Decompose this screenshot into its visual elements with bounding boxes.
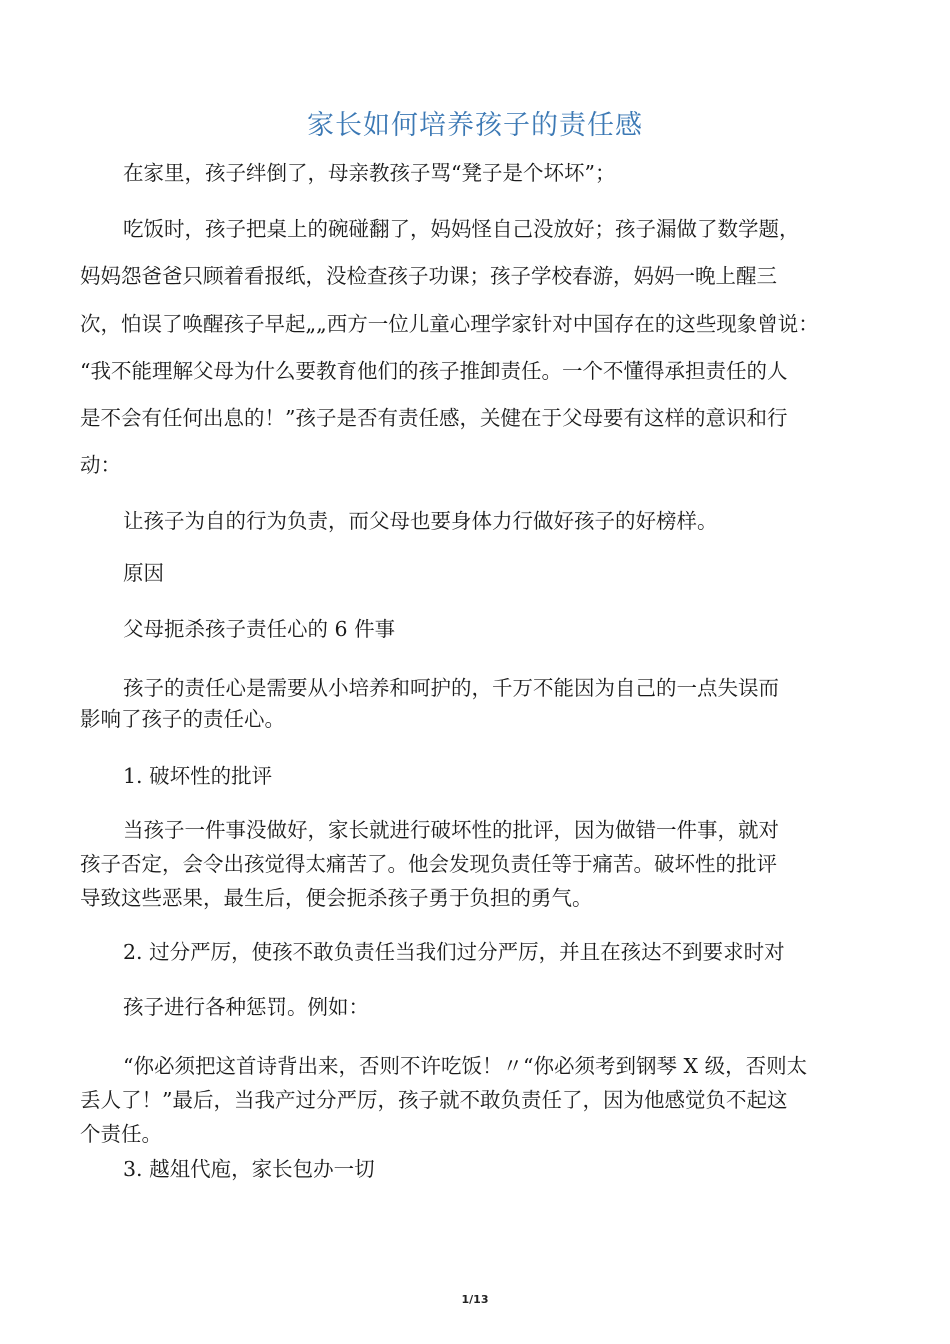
- paragraph-line: 让孩子为自的行为负责，而父母也要身体力行做好孩子的好榜样。: [123, 509, 718, 533]
- paragraph-line: 个责任。: [80, 1122, 162, 1146]
- paragraph-line: 孩子的责任心是需要从小培养和呵护的，千万不能因为自己的一点失误而: [123, 676, 779, 700]
- paragraph-line: 孩子否定，会令出孩觉得太痛苦了。他会发现负责任等于痛苦。破坏性的批评: [80, 852, 777, 876]
- paragraph-line: 当孩子一件事没做好，家长就进行破坏性的批评，因为做错一件事，就对: [123, 818, 779, 842]
- paragraph-line: 影响了孩子的责任心。: [80, 707, 285, 731]
- list-item-heading: 2. 过分严厉，使孩不敢负责任当我们过分严厉，并且在孩达不到要求时对: [123, 940, 785, 964]
- paragraph-line: 动：: [80, 453, 121, 477]
- paragraph-line: “你必须把这首诗背出来，否则不许吃饭！〃“你必须考到钢琴 X 级，否则太: [123, 1054, 808, 1078]
- paragraph-line: 导致这些恶果，最生后，便会扼杀孩子勇于负担的勇气。: [80, 886, 593, 910]
- section-heading: 原因: [123, 561, 164, 585]
- list-item-heading: 1. 破坏性的批评: [123, 764, 273, 788]
- list-item-heading: 3. 越俎代庖，家长包办一切: [123, 1157, 375, 1181]
- paragraph-line: 在家里，孩子绊倒了，母亲教孩子骂“凳子是个坏坏”；: [123, 161, 616, 185]
- paragraph-line: 孩子进行各种惩罚。例如：: [123, 995, 369, 1019]
- paragraph-line: 丢人了！”最后，当我产过分严厉，孩子就不敢负责任了，因为他感觉负不起这: [80, 1088, 788, 1112]
- section-heading: 父母扼杀孩子责任心的 6 件事: [123, 617, 396, 641]
- paragraph-line: 妈妈怨爸爸只顾着看报纸，没检查孩子功课；孩子学校春游，妈妈一晚上醒三: [80, 264, 777, 288]
- document-title: 家长如何培养孩子的责任感: [307, 110, 643, 141]
- paragraph-line: “我不能理解父母为什么要教育他们的孩子推卸责任。一个不懂得承担责任的人: [80, 359, 788, 383]
- paragraph-line: 是不会有任何出息的！”孩子是否有责任感，关健在于父母要有这样的意识和行: [80, 406, 788, 430]
- page-number: 1/13: [461, 1293, 489, 1306]
- paragraph-line: 吃饭时，孩子把桌上的碗碰翻了，妈妈怪自己没放好；孩子漏做了数学题，: [123, 217, 800, 241]
- paragraph-line: 次，怕误了唤醒孩子早起„„西方一位儿童心理学家针对中国存在的这些现象曾说：: [80, 312, 819, 336]
